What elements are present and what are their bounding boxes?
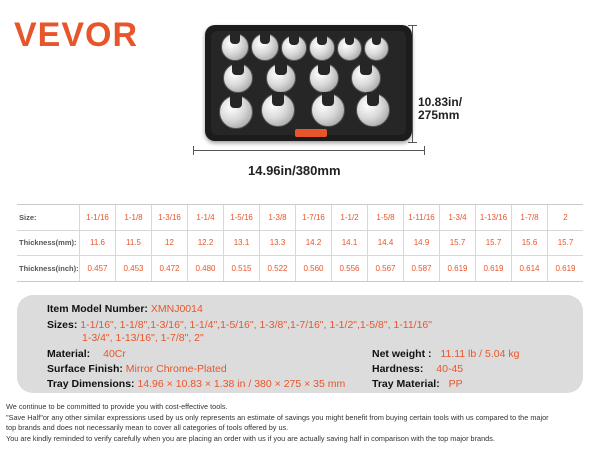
size-cell: 2: [547, 205, 583, 230]
net-weight-line: [372, 348, 519, 360]
model-number-label: Item Model Number:: [47, 303, 148, 315]
thickness-inch-cell: 0.515: [223, 256, 259, 281]
hardness-value: 40-45: [436, 363, 464, 375]
spec-table: [17, 204, 583, 282]
thickness-inch-cell: 0.472: [151, 256, 187, 281]
size-row: [17, 205, 583, 231]
hardness-label: Hardness:: [372, 363, 424, 375]
thickness-mm-cell: 15.6: [511, 230, 547, 255]
disclaimer-line-3: top brands and does not necessarily mean to cover all categories of tools offered by us.: [6, 423, 289, 433]
thickness-mm-cell: 14.2: [295, 230, 331, 255]
thickness-inch-cell: 0.619: [439, 256, 475, 281]
material-line: [47, 348, 126, 360]
material-value: 40Cr: [103, 348, 126, 360]
size-cell: 1-7/8: [511, 205, 547, 230]
thickness-inch-cell: 0.614: [511, 256, 547, 281]
sizes-value-line2: 1-3/4", 1-13/16", 1-7/8", 2": [82, 332, 204, 344]
thickness-mm-cell: 13.3: [259, 230, 295, 255]
height-label-line2: 275mm: [418, 108, 460, 122]
thickness-inch-cell: 0.453: [115, 256, 151, 281]
tray-material-line: [372, 378, 463, 390]
height-dimension-line: [412, 25, 413, 143]
height-label-line1: 10.83in/: [418, 95, 463, 109]
disclaimer-footer: [6, 402, 596, 444]
tray-dimensions-label: Tray Dimensions:: [47, 378, 135, 390]
surface-finish-value: Mirror Chrome-Plated: [125, 363, 227, 375]
disclaimer-line-2: "Save Half"or any other similar expressions used by us only represents an estimate of savings you might benefit from buying certain tools with us compared to the major: [6, 412, 549, 422]
surface-finish-line: [47, 363, 227, 375]
model-number-value: XMNJ0014: [150, 303, 203, 315]
size-cell: 1-7/16: [295, 205, 331, 230]
size-cell: 1-3/16: [151, 205, 187, 230]
wrench-set-tray-image: [205, 25, 412, 141]
product-info-box: [17, 295, 583, 393]
net-weight-label: Net weight :: [372, 348, 432, 360]
tray-dimensions-line: [47, 378, 345, 390]
size-cell: 1-5/8: [367, 205, 403, 230]
brand-logo: VEVOR: [14, 16, 139, 54]
size-cell: 1-1/4: [187, 205, 223, 230]
tray-brand-label: [295, 129, 327, 137]
size-cell: 1-5/16: [223, 205, 259, 230]
net-weight-value: 11.11 lb / 5.04 kg: [440, 348, 520, 360]
width-dimension-label: 14.96in/380mm: [248, 163, 341, 178]
thickness-mm-cell: 15.7: [475, 230, 511, 255]
width-dimension-line: [193, 150, 425, 151]
sizes-value-line1: 1-1/16", 1-1/8",1-3/16", 1-1/4",1-5/16", 1-3/8",1-7/16", 1-1/2",1-5/8", 1-11/16": [80, 319, 432, 331]
thickness-mm-row-header: Thickness(mm):: [19, 238, 77, 247]
thickness-inch-cell: 0.522: [259, 256, 295, 281]
thickness-mm-cell: 15.7: [439, 230, 475, 255]
thickness-inch-row: [17, 256, 583, 281]
hardness-line: [372, 363, 463, 375]
size-cell: 1-1/2: [331, 205, 367, 230]
thickness-mm-cell: 12: [151, 230, 187, 255]
size-cell: 1-11/16: [403, 205, 439, 230]
size-cell: 1-13/16: [475, 205, 511, 230]
thickness-inch-cell: 0.619: [475, 256, 511, 281]
size-cell: 1-1/8: [115, 205, 151, 230]
model-number-line: [47, 303, 203, 315]
disclaimer-line-4: You are kindly reminded to verify carefully when you are placing an order with us if you are actually saving half in comparison with the top major brands.: [6, 433, 495, 443]
thickness-inch-cell: 0.480: [187, 256, 223, 281]
thickness-inch-cell: 0.556: [331, 256, 367, 281]
height-dimension-label: [418, 96, 462, 122]
surface-finish-label: Surface Finish:: [47, 363, 123, 375]
thickness-inch-cell: 0.457: [79, 256, 115, 281]
thickness-inch-cell: 0.567: [367, 256, 403, 281]
tray-dimensions-value: 14.96 × 10.83 × 1.38 in / 380 × 275 × 35 mm: [137, 378, 346, 390]
thickness-mm-cell: 14.9: [403, 230, 439, 255]
tray-material-label: Tray Material:: [372, 378, 440, 390]
thickness-mm-cell: 15.7: [547, 230, 583, 255]
size-cell: 1-1/16: [79, 205, 115, 230]
thickness-inch-cell: 0.587: [403, 256, 439, 281]
thickness-mm-cell: 11.5: [115, 230, 151, 255]
thickness-mm-cell: 14.4: [367, 230, 403, 255]
thickness-inch-row-header: Thickness(inch):: [19, 264, 79, 273]
sizes-label: Sizes:: [47, 319, 78, 331]
size-row-header: Size:: [19, 213, 37, 222]
size-cell: 1-3/8: [259, 205, 295, 230]
thickness-mm-cell: 12.2: [187, 230, 223, 255]
sizes-line: [47, 319, 432, 331]
tray-material-value: PP: [448, 378, 463, 390]
thickness-mm-cell: 13.1: [223, 230, 259, 255]
thickness-mm-cell: 11.6: [79, 230, 115, 255]
thickness-inch-cell: 0.619: [547, 256, 583, 281]
disclaimer-line-1: We continue to be committed to provide you with cost-effective tools.: [6, 402, 228, 411]
thickness-mm-row: [17, 230, 583, 256]
thickness-mm-cell: 14.1: [331, 230, 367, 255]
material-label: Material:: [47, 348, 91, 360]
sizes-line-2: [82, 332, 204, 344]
thickness-inch-cell: 0.560: [295, 256, 331, 281]
size-cell: 1-3/4: [439, 205, 475, 230]
